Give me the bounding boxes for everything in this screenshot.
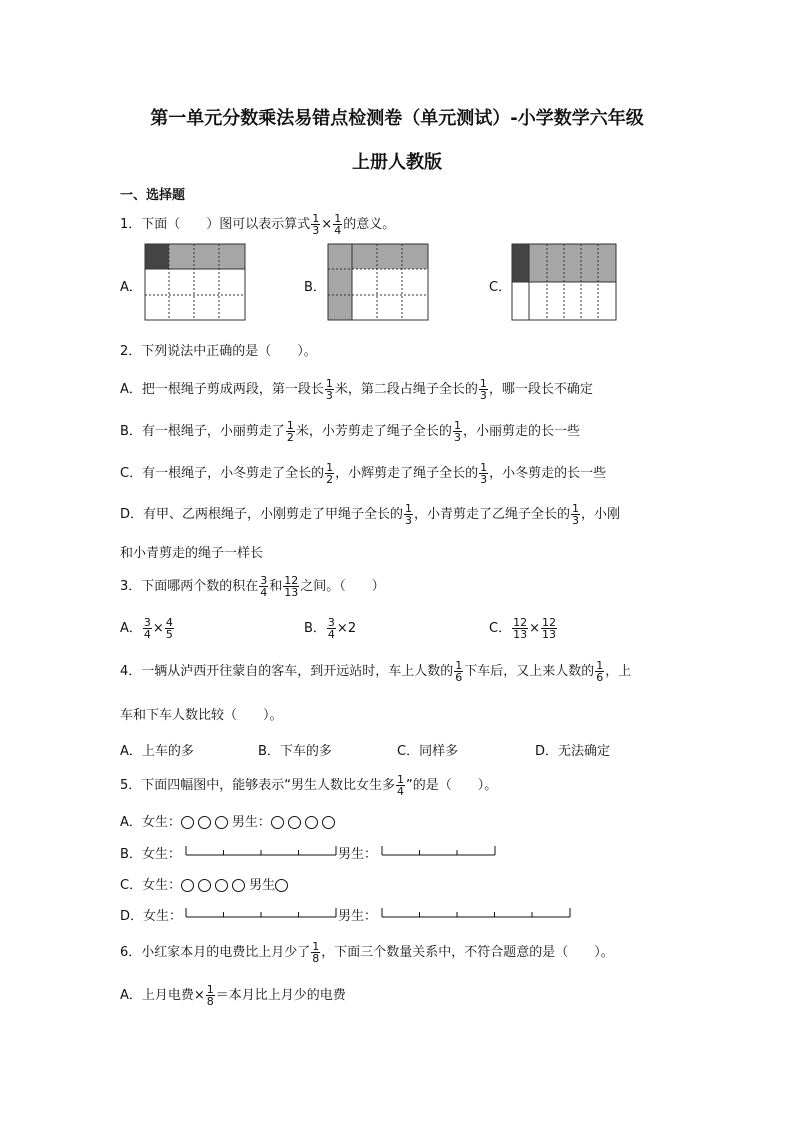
- fraction: $\frac{1}{3}$: [312, 212, 320, 237]
- circle-icon: [271, 816, 284, 829]
- q3-option-c[interactable]: C． $\frac{12}{13}$ × $\frac{12}{13}$: [489, 616, 556, 641]
- shaded-cells-gray: [169, 244, 245, 269]
- circle-icon: [215, 879, 228, 892]
- circle-icon: [275, 879, 288, 892]
- q3-option-b[interactable]: B． $\frac{3}{4}$ ×2: [304, 616, 357, 641]
- circle-icon: [181, 879, 194, 892]
- q4-option-d[interactable]: D．无法确定: [535, 744, 611, 759]
- q5-option-d-boy-label: 男生：: [338, 909, 378, 924]
- q5-option-a[interactable]: A．女生： 男生：: [120, 811, 339, 830]
- section-heading: 一、选择题: [120, 188, 186, 203]
- q5-option-d-boys-segment: [382, 908, 572, 918]
- circle-icon: [305, 816, 318, 829]
- q5-option-b-boy-label: 男生：: [338, 847, 378, 862]
- q1-option-a-figure[interactable]: [145, 244, 245, 320]
- q1-option-c-label[interactable]: C．: [489, 280, 512, 295]
- q5-option-b-label[interactable]: B．女生：: [120, 847, 181, 862]
- circle-icon: [232, 879, 245, 892]
- q2-option-d-cont: 和小青剪走的绳子一样长: [120, 546, 264, 561]
- circle-icon: [198, 816, 211, 829]
- q2-option-b[interactable]: B．有一根绳子，小丽剪走了 $\frac{1}{2}$ 米，小芳剪走了绳子全长的 $\frac{1}{3}$ ，小丽剪走的长一些: [120, 419, 580, 444]
- q4-stem-cont: 车和下车人数比较（ ）。: [120, 708, 283, 723]
- q5-option-b-girls-segment: [186, 846, 338, 856]
- q6-option-a[interactable]: A．上月电费× $\frac{1}{8}$ ＝本月比上月少的电费: [120, 983, 346, 1008]
- circle-icon: [288, 816, 301, 829]
- shaded-cell-dark: [145, 244, 169, 269]
- q1-option-c-figure[interactable]: [512, 244, 616, 320]
- question-6: 6．小红家本月的电费比上月少了 $\frac{1}{8}$ ，下面三个数量关系中，不符合题意的是（ ）。: [120, 940, 614, 965]
- question-5: 5．下面四幅图中，能够表示“男生人数比女生多 $\frac{1}{4}$ ”的是（ ）。: [120, 773, 498, 798]
- q4-option-c[interactable]: C．同样多: [397, 744, 459, 759]
- q1-option-b-label[interactable]: B．: [304, 280, 326, 295]
- q4-option-b[interactable]: B．下车的多: [258, 744, 332, 759]
- fraction: $\frac{1}{4}$: [334, 212, 342, 237]
- q5-option-c[interactable]: C．女生： 男生: [120, 874, 292, 893]
- q1-stem: 1．下面（ ）图可以表示算式: [120, 217, 311, 232]
- page-title-line1: 第一单元分数乘法易错点检测卷（单元测试）-小学数学六年级: [150, 108, 644, 129]
- question-3: 3．下面哪两个数的积在 $\frac{3}{4}$ 和 $\frac{12}{13}$ 之间。（ ）: [120, 574, 385, 599]
- circle-icon: [181, 816, 194, 829]
- circle-icon: [322, 816, 335, 829]
- q2-option-a[interactable]: A．把一根绳子剪成两段，第一段长 $\frac{1}{3}$ 米，第二段占绳子全长的 $\frac{1}{3}$ ，哪一段长不确定: [120, 377, 593, 402]
- question-4: 4．一辆从泸西开往蒙自的客车，到开远站时，车上人数的 $\frac{1}{6}$ 下车后，又上来人数的 $\frac{1}{6}$ ，上: [120, 659, 632, 684]
- q4-option-a[interactable]: A．上车的多: [120, 744, 194, 759]
- q1-option-a-label[interactable]: A．: [120, 280, 142, 295]
- q5-option-b-boys-segment: [382, 846, 497, 856]
- circle-icon: [198, 879, 211, 892]
- q2-option-c[interactable]: C．有一根绳子，小冬剪走了全长的 $\frac{1}{2}$ ，小辉剪走了绳子全长的 $\frac{1}{3}$ ，小冬剪走的长一些: [120, 461, 607, 486]
- page-title-line2: 上册人教版: [352, 152, 442, 173]
- q5-option-d-girls-segment: [186, 908, 338, 918]
- question-1: 1．下面（ ）图可以表示算式 $\frac{1}{3}$ × $\frac{1}{4}$ 的意义。: [120, 212, 396, 237]
- q2-option-d[interactable]: D．有甲、乙两根绳子，小刚剪走了甲绳子全长的 $\frac{1}{3}$ ，小青剪走了乙绳子全长的 $\frac{1}{3}$ ，小刚: [120, 502, 621, 527]
- q3-option-a[interactable]: A． $\frac{3}{4}$ × $\frac{4}{5}$: [120, 616, 173, 641]
- q1-option-b-figure[interactable]: [328, 244, 428, 320]
- q5-option-d-label[interactable]: D．女生：: [120, 909, 183, 924]
- q2-stem: 2．下列说法中正确的是（ ）。: [120, 344, 317, 359]
- circle-icon: [215, 816, 228, 829]
